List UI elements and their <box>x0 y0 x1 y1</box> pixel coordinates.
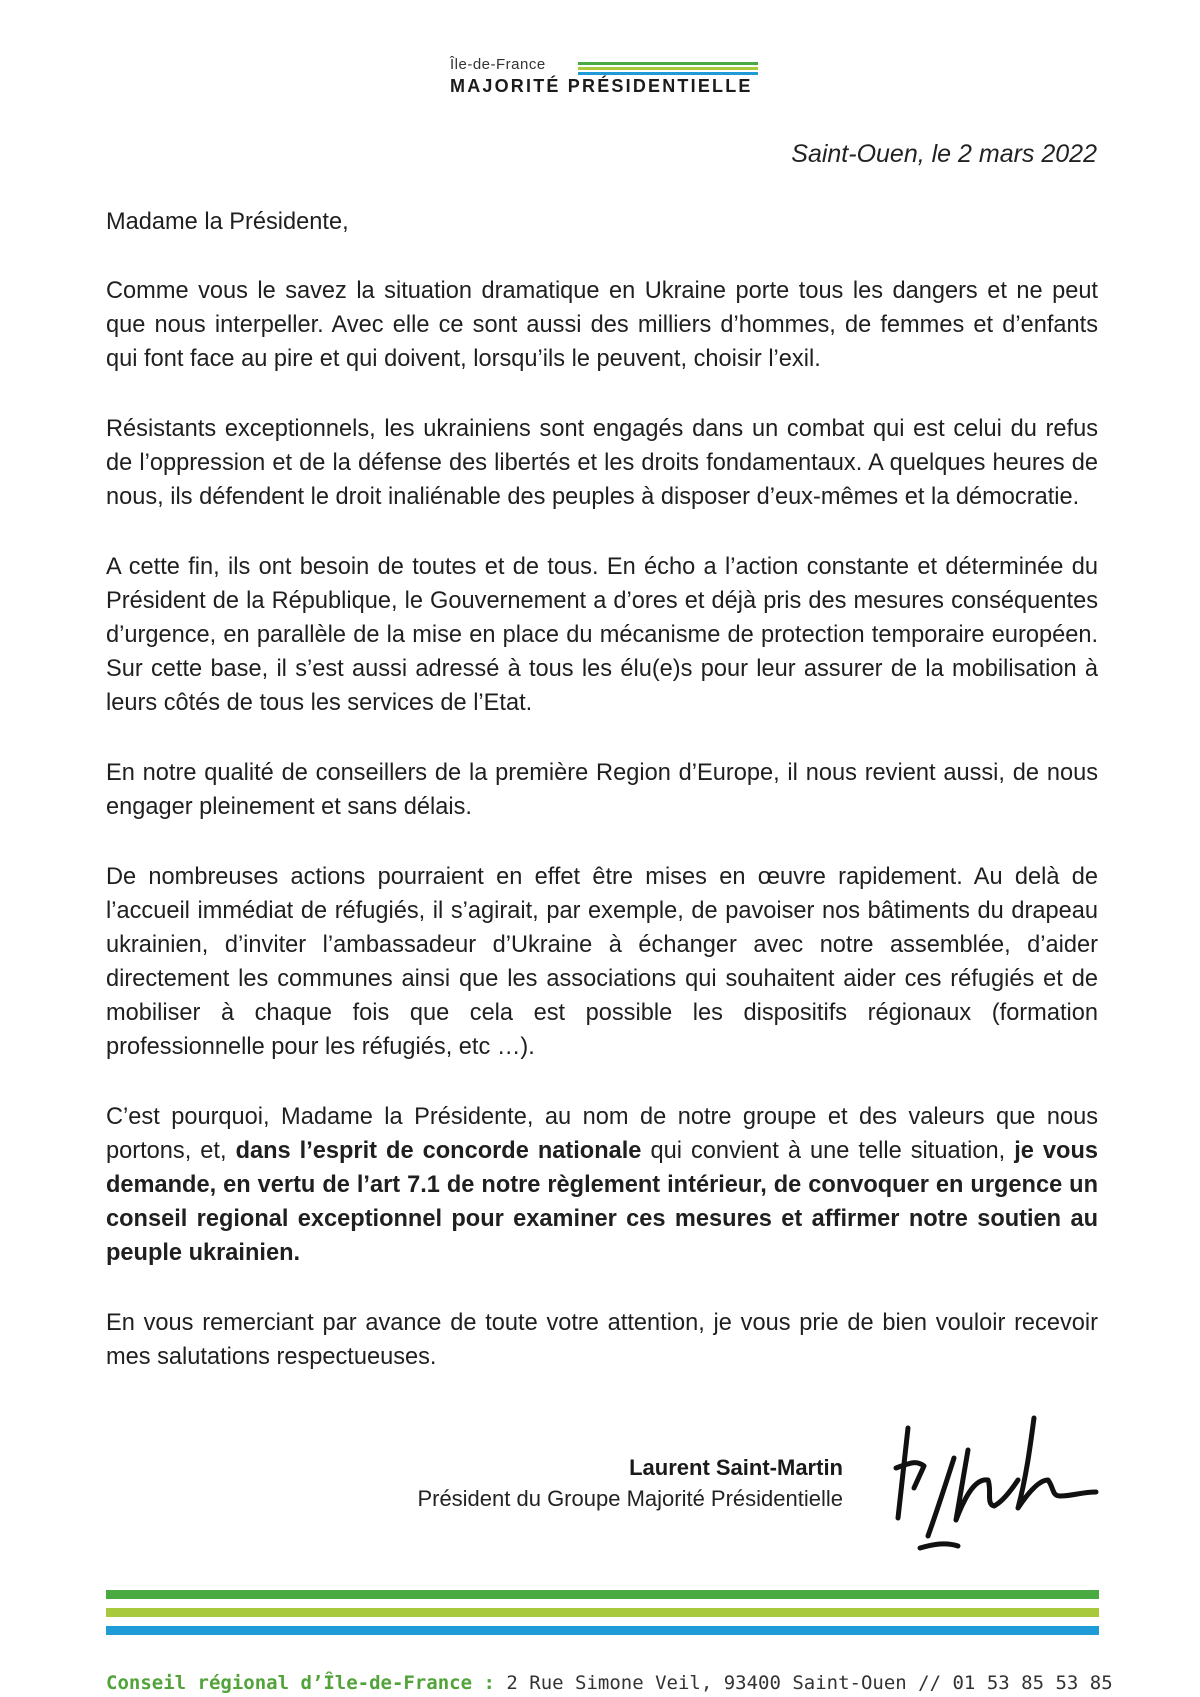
letter-body <box>106 205 1098 1374</box>
footer-stripes <box>106 1590 1099 1644</box>
request-text-2: qui convient à une telle situation, <box>641 1138 1015 1164</box>
letterhead-logo <box>450 56 770 97</box>
logo-region: Île-de-France <box>450 56 546 73</box>
logo-stripe-lime <box>578 67 758 70</box>
logo-stripes <box>578 62 758 77</box>
logo-group-name: MAJORITÉ PRÉSIDENTIELLE <box>450 76 753 96</box>
signatory-block <box>417 1452 843 1514</box>
request-text-1: C’est pourquoi, Madame la Présidente, au nom de notre groupe et des valeurs que nous portons, et, <box>106 1104 1098 1164</box>
footer-stripe-blue <box>106 1626 1099 1635</box>
signatory-name: Laurent Saint-Martin <box>629 1455 843 1480</box>
footer-address: 2 Rue Simone Veil, 93400 Saint-Ouen // 01 53 85 53 85 <box>494 1672 1113 1694</box>
paragraph-3: A cette fin, ils ont besoin de toutes et de tous. En écho a l’action constante et déterminée du Président de la République, le Gouvernement a d’ores et déjà pris des mesures conséquentes d’urgence, en parallèle de la mise en place du mécanisme de protection temporaire européen. Sur cette base, il s’est aussi adressé à tous les élu(e)s pour leur assurer de la mobilisation à leurs côtés de tous les services de l’Etat. <box>106 554 1098 716</box>
logo-stripe-blue <box>578 72 758 75</box>
signatory-title: Président du Groupe Majorité Présidentielle <box>417 1486 843 1511</box>
paragraph-4: En notre qualité de conseillers de la première Region d’Europe, il nous revient aussi, de nous engager pleinement et sans délais. <box>106 760 1098 820</box>
paragraph-5: De nombreuses actions pourraient en effet être mises en œuvre rapidement. Au delà de l’accueil immédiat de réfugiés, il s’agirait, par exemple, de pavoiser nos bâtiments du drapeau ukrainien, d’inviter l’ambassadeur d’Ukraine à échanger avec notre assemblée, d’aider directement les communes ainsi que les associations qui souhaitent aider ces réfugiés et de mobiliser à chaque fois que cela est possible les dispositifs régionaux (formation professionnelle pour les réfugiés, etc …). <box>106 864 1098 1060</box>
logo-stripe-green <box>578 62 758 65</box>
paragraph-1: Comme vous le savez la situation dramatique en Ukraine porte tous les dangers et ne peut que nous interpeller. Avec elle ce sont aussi des milliers d’hommes, de femmes et d’enfants qui font face au pire et qui doivent, lorsqu’ils le peuvent, choisir l’exil. <box>106 278 1098 372</box>
salutation: Madame la Présidente, <box>106 209 349 235</box>
request-paragraph <box>106 1100 1098 1270</box>
footer-contact <box>106 1672 1113 1694</box>
footer-stripe-lime <box>106 1608 1099 1617</box>
letter-date: Saint-Ouen, le 2 mars 2022 <box>791 140 1097 168</box>
closing-paragraph: En vous remerciant par avance de toute votre attention, je vous prie de bien vouloir recevoir mes salutations respectueuses. <box>106 1310 1098 1370</box>
request-bold-1: dans l’esprit de concorde nationale <box>235 1138 642 1164</box>
request-bold-2: je vous demande, en vertu de l’art 7.1 de notre règlement intérieur, de convoquer en urgence un conseil regional exceptionnel pour examiner ces mesures et affirmer notre soutien au peuple ukrainien. <box>106 1138 1098 1266</box>
handwritten-signature <box>886 1408 1106 1558</box>
paragraph-2: Résistants exceptionnels, les ukrainiens sont engagés dans un combat qui est celui du refus de l’oppression et de la défense des libertés et les droits fondamentaux. A quelques heures de nous, ils défendent le droit inaliénable des peuples à disposer d’eux-mêmes et la démocratie. <box>106 416 1098 510</box>
footer-stripe-green <box>106 1590 1099 1599</box>
footer-organization: Conseil régional d’Île-de-France : <box>106 1672 495 1694</box>
